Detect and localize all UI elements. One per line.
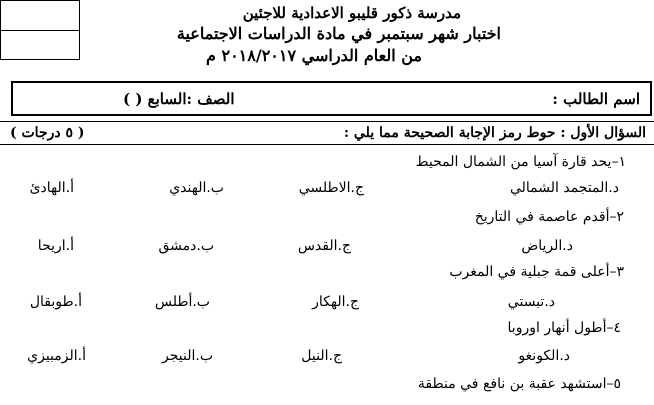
grade-box-divider [1, 30, 79, 31]
question-item-4: ٤–أطول أنهار اوروبا [507, 320, 621, 336]
grade-box [0, 0, 80, 60]
question-item-1: ١–يحد قارة آسيا من الشمال المحيط [415, 154, 626, 170]
option-1-b[interactable]: ب.الهندي [169, 180, 224, 196]
option-2-a[interactable]: أ.اريحا [37, 238, 74, 254]
option-1-d[interactable]: د.المتجمد الشمالي [509, 180, 619, 196]
question-title: السؤال الأول : حوط رمز الإجابة الصحيحة مما يلي : [343, 125, 646, 141]
option-2-c[interactable]: ج.القدس [297, 238, 351, 254]
option-4-c[interactable]: ج.النيل [301, 348, 342, 364]
option-3-b[interactable]: ب.أطلس [154, 294, 210, 310]
option-3-a[interactable]: أ.طوبقال [29, 294, 82, 310]
question-item-3: ٣–أعلى قمة جبلية في المغرب [449, 264, 624, 280]
student-class-label: الصف :السابع ( ) [123, 90, 235, 108]
question-top-rule [0, 121, 654, 122]
student-name-label: اسم الطالب : [552, 90, 640, 108]
exam-title: اختبار شهر سبتمبر في مادة الدراسات الاجتماعية [176, 24, 501, 43]
exam-year: من العام الدراسي ٢٠١٨/٢٠١٧ م [206, 46, 422, 65]
question-bottom-rule [0, 144, 654, 145]
question-item-5: ٥–استشهد عقبة بن نافع في منطقة [417, 376, 621, 392]
school-name: مدرسة ذكور قليبو الاعدادية للاجئين [242, 4, 461, 22]
option-3-d[interactable]: د.تبستي [507, 294, 555, 310]
option-4-d[interactable]: د.الكونغو [518, 348, 570, 364]
student-info-box [11, 81, 652, 116]
option-3-c[interactable]: ج.الهكار [312, 294, 359, 310]
option-2-b[interactable]: ب.دمشق [158, 238, 214, 254]
option-1-c[interactable]: ج.الاطلسي [298, 180, 364, 196]
question-marks: ( ٥ درجات ) [10, 125, 85, 141]
question-item-2: ٢–أقدم عاصمة في التاريخ [474, 209, 624, 225]
option-4-b[interactable]: ب.النيجر [162, 348, 213, 364]
option-2-d[interactable]: د.الرياض [521, 238, 573, 254]
option-4-a[interactable]: أ.الزمبيزي [27, 348, 86, 364]
option-1-a[interactable]: أ.الهادئ [29, 180, 74, 196]
